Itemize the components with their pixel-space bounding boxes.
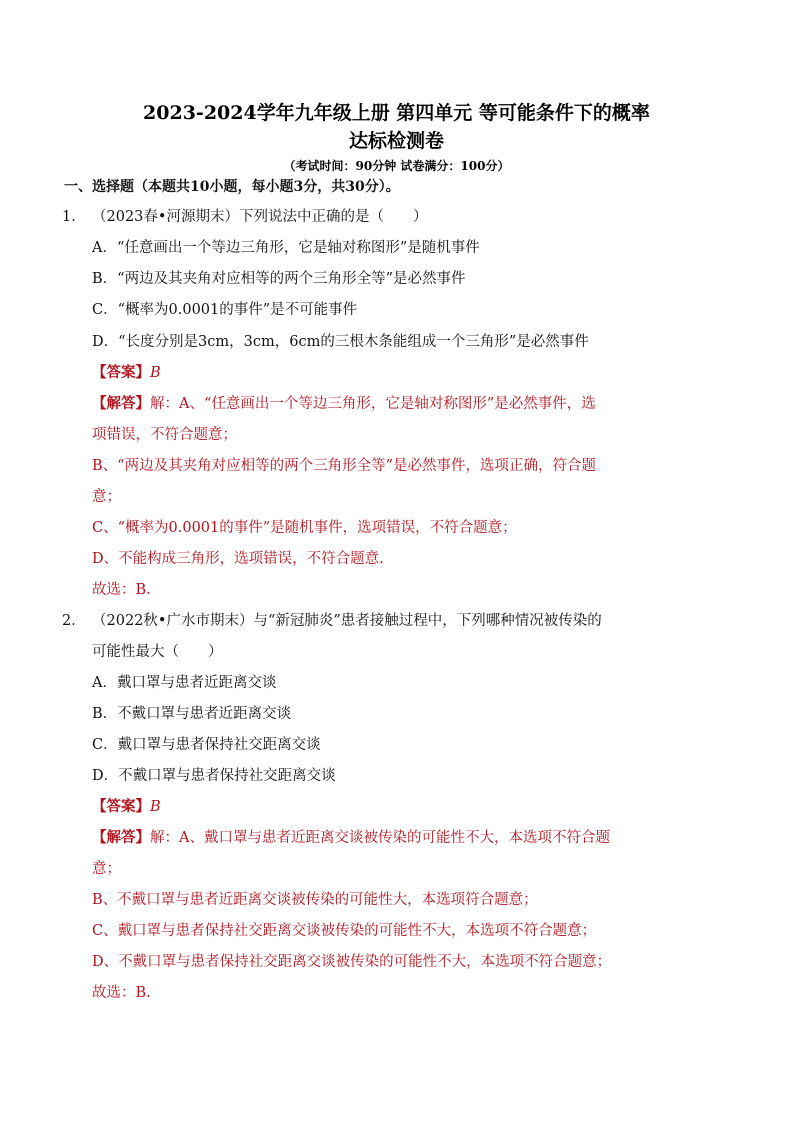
analysis-text: B、“两边及其夹角对应相等的两个三角形全等”是必然事件，选项正确，符合题 [92, 458, 596, 474]
section-heading: 一、选择题（本题共10小题，每小题3分，共30分）。 [64, 179, 400, 195]
analysis-text: D、不能构成三角形，选项错误，不符合题意. [92, 551, 384, 567]
analysis-text: 故选：B. [92, 582, 151, 598]
analysis-text: C、戴口罩与患者保持社交距离交谈被传染的可能性不大，本选项不符合题意； [92, 923, 597, 939]
analysis-label: 【解答】 [92, 395, 150, 412]
analysis-text: C、“概率为0.0001的事件”是随机事件，选项错误，不符合题意； [92, 520, 517, 536]
answer-label: 【答案】 [92, 364, 150, 381]
question-number: 2． [62, 613, 86, 629]
analysis-text: 解：A、“任意画出一个等边三角形，它是轴对称图形”是必然事件，选 [150, 396, 596, 412]
question-stem: （2023春•河源期末）下列说法中正确的是（ ） [92, 209, 428, 225]
analysis-text: 故选：B. [92, 985, 151, 1001]
option-c: C．“概率为0.0001的事件”是不可能事件 [92, 302, 358, 318]
analysis-row [92, 392, 596, 413]
answer-value: B [150, 365, 161, 381]
question-number: 1． [62, 209, 86, 225]
analysis-text: B、不戴口罩与患者近距离交谈被传染的可能性大，本选项符合题意； [92, 892, 538, 908]
analysis-text: D、不戴口罩与患者保持社交距离交谈被传染的可能性不大，本选项不符合题意； [92, 954, 612, 970]
question-stem: （2022秋•广水市期末）与“新冠肺炎”患者接触过程中，下列哪种情况被传染的 [92, 613, 602, 629]
analysis-row [92, 826, 610, 847]
option-d: D．“长度分别是3cm，3cm，6cm的三根木条能组成一个三角形”是必然事件 [92, 334, 589, 350]
option-a: A．“任意画出一个等边三角形，它是轴对称图形”是随机事件 [92, 240, 480, 256]
option-d: D．不戴口罩与患者保持社交距离交谈 [92, 768, 336, 784]
analysis-text: 解：A、戴口罩与患者近距离交谈被传染的可能性不大，本选项不符合题 [150, 830, 610, 846]
answer-row [92, 361, 161, 382]
option-b: B．“两边及其夹角对应相等的两个三角形全等”是必然事件 [92, 271, 466, 287]
exam-meta: （考试时间：90分钟 试卷满分：100分） [283, 159, 510, 173]
analysis-text: 意； [92, 861, 121, 877]
option-b: B．不戴口罩与患者近距离交谈 [92, 706, 292, 722]
analysis-text: 项错误，不符合题意； [92, 427, 237, 443]
analysis-label: 【解答】 [92, 829, 150, 846]
option-a: A．戴口罩与患者近距离交谈 [92, 675, 277, 691]
answer-row [92, 795, 161, 816]
answer-label: 【答案】 [92, 798, 150, 815]
analysis-text: 意； [92, 489, 121, 505]
answer-value: B [150, 799, 161, 815]
question-stem: 可能性最大（ ） [92, 644, 223, 660]
page-title-line2: 达标检测卷 [348, 130, 444, 152]
page-title-line1: 2023-2024学年九年级上册 第四单元 等可能条件下的概率 [143, 102, 650, 124]
option-c: C．戴口罩与患者保持社交距离交谈 [92, 737, 321, 753]
